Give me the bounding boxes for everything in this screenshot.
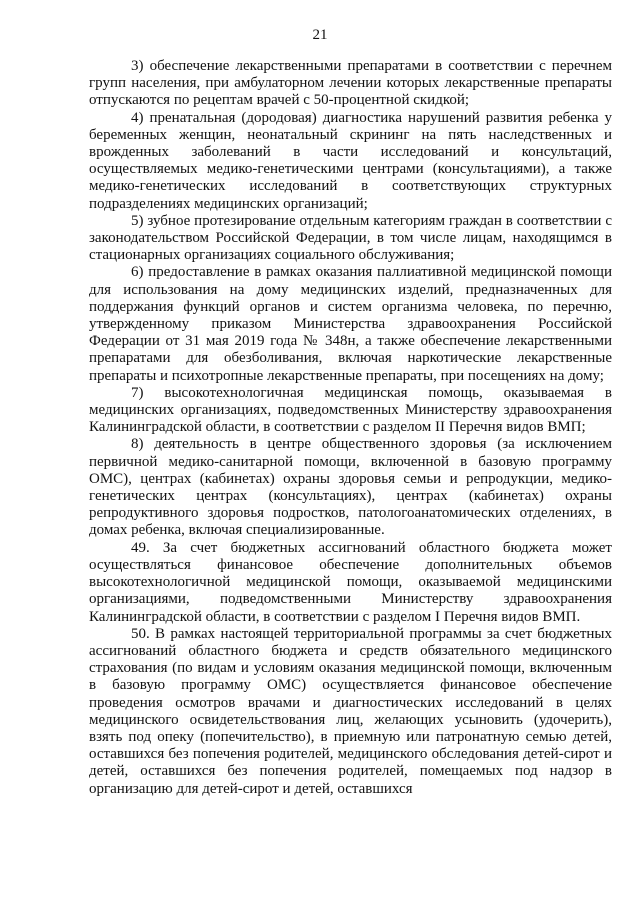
paragraph-item-4: 4) пренатальная (дородовая) диагностика нарушений развития ребенка у беременных женщин, неонатальный скрининг на пять наследственных и врожденных заболеваний в части исследований и консультаций, осуществляемых медико-генетическими центрами (консультациями), а также медико-генетических исследований в соответствующих структурных подразделениях медицинских организаций;: [89, 109, 612, 212]
paragraph-item-8: 8) деятельность в центре общественного здоровья (за исключением первичной медико-санитарной помощи, включенной в базовую программу ОМС), центрах (кабинетах) охраны здоровья семьи и репродукции, медико-генетических центрах (консультациях), центрах (кабинетах) охраны репродуктивного здоровья подростков, патологоанатомических отделениях, в домах ребенка, включая специализированные.: [89, 436, 612, 539]
document-body: [89, 58, 612, 798]
paragraph-item-3: 3) обеспечение лекарственными препаратами в соответствии с перечнем групп населения, при амбулаторном лечении которых лекарственные препараты отпускаются по рецептам врачей с 50-процентной скидкой;: [89, 58, 612, 109]
page-number: 21: [312, 27, 328, 43]
paragraph-item-6: 6) предоставление в рамках оказания паллиативной медицинской помощи для использования на дому медицинских изделий, предназначенных для поддержания функций органов и систем организма человека, по перечню, утвержденному приказом Министерства здравоохранения Российской Федерации от 31 мая 2019 года № 348н, а также обеспечение лекарственными препаратами для обезболивания, включая наркотические лекарственные препараты и психотропные лекарственные препараты, при посещениях на дому;: [89, 264, 612, 384]
paragraph-item-7: 7) высокотехнологичная медицинская помощь, оказываемая в медицинских организациях, подведомственных Министерству здравоохранения Калининградской области, в соответствии с разделом II Перечня видов ВМП;: [89, 384, 612, 436]
paragraph-clause-49: 49. За счет бюджетных ассигнований областного бюджета может осуществляться финансовое обеспечение дополнительных объемов высокотехнологичной медицинской помощи, оказываемой медицинскими организациями, подведомственными Министерству здравоохранения Калининградской области, в соответствии с разделом I Перечня видов ВМП.: [89, 539, 612, 625]
paragraph-clause-50: 50. В рамках настоящей территориальной программы за счет бюджетных ассигнований областного бюджета и средств обязательного медицинского страхования (по видам и условиям оказания медицинской помощи, включенным в базовую программу ОМС) осуществляется финансовое обеспечение проведения осмотров врачами и диагностических исследований в целях медицинского освидетельствования лиц, желающих усыновить (удочерить), взять под опеку (попечительство), в приемную или патронатную семью детей, оставшихся без попечения родителей, медицинского обследования детей-сирот и детей, оставшихся без попечения родителей, помещаемых под надзор в организацию для детей-сирот и детей, оставшихся: [89, 625, 612, 797]
paragraph-item-5: 5) зубное протезирование отдельным категориям граждан в соответствии с законодательством Российской Федерации, в том числе лицам, находящимся в стационарных организациях социального обслуживания;: [89, 212, 612, 264]
